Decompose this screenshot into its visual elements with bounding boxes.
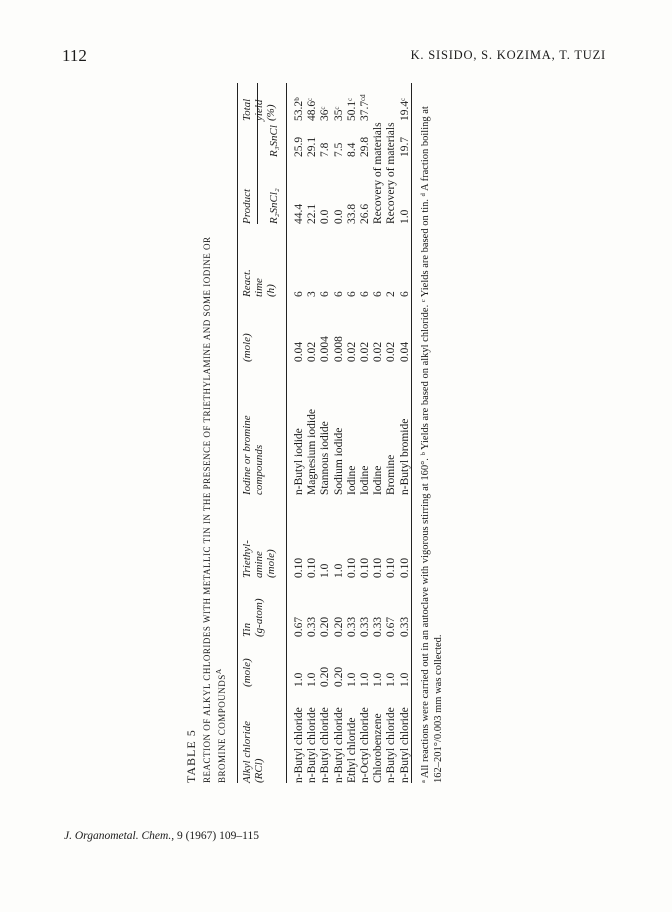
cell-r3: 7.8 [319, 142, 332, 157]
column-reaction-time [293, 291, 412, 297]
header-mole-compound: (mole) [241, 333, 253, 362]
cell-rcl: n-Butyl chloride [398, 707, 411, 783]
cell-r2: 0.0 [332, 209, 345, 224]
column-compound [293, 409, 412, 495]
cell-tin: 0.33 [345, 616, 358, 637]
cell-compound: Magnesium iodide [306, 409, 319, 495]
cell-r3: 7.5 [332, 142, 345, 157]
cell-time: 3 [306, 291, 319, 297]
table-label: TABLE 5 [184, 729, 198, 783]
table-caption [201, 223, 228, 783]
header-tin: Tin (g-atom) [241, 598, 265, 637]
cell-tin: 0.20 [319, 616, 332, 637]
column-total-yield [293, 94, 412, 121]
column-mole-compound [293, 336, 412, 362]
table-footnote: ᵃ All reactions were carried out in an autoclave with vigorous stirring at 160°. ᵇ Yields are based on alkyl chloride. ᶜ Yields are based on tin. ᵈ A fraction boiling at 162–201°/0.003 mm was collected. [420, 106, 444, 783]
cell-time: 6 [332, 291, 345, 297]
cell-cmole: 0.02 [345, 341, 358, 362]
cell-r3: 8.4 [345, 142, 358, 157]
cell-cmole: 0.02 [358, 341, 371, 362]
cell-time: 6 [372, 291, 385, 297]
header-triethylamine: Triethyl- amine (mole) [241, 540, 277, 578]
cell-compound: Bromine [385, 454, 398, 495]
cell-time: 2 [385, 291, 398, 297]
cell-tin: 0.33 [398, 616, 411, 637]
cell-r2: 0.0 [319, 209, 332, 224]
cell-r2: 33.8 [345, 203, 358, 224]
cell-total [372, 94, 385, 121]
cell-total: 37.7ᶜᵈ [358, 94, 371, 121]
cell-amine: 0.10 [345, 557, 358, 578]
header-product: Product [241, 188, 253, 224]
cell-r3: 19.7 [398, 136, 411, 157]
cell-rcl: n-Butyl chloride [385, 707, 398, 783]
cell-total: 35ᶜ [332, 106, 345, 121]
cell-r3: 29.1 [306, 136, 319, 157]
cell-r2: Recovery of materials [372, 122, 385, 224]
caption-footnote-mark: A [214, 668, 223, 675]
cell-mole: 1.0 [398, 672, 411, 687]
header-r3sncl: R₃SnCl [268, 125, 280, 157]
cell-tin: 0.33 [306, 616, 319, 637]
cell-r2: 44.4 [293, 203, 305, 224]
cell-amine: 0.10 [398, 557, 411, 578]
cell-amine: 0.10 [358, 557, 371, 578]
cell-total: 50.1ᶜ [345, 97, 358, 121]
cell-time: 6 [398, 291, 411, 297]
cell-r3: 29.8 [358, 136, 371, 157]
cell-cmole: 0.02 [372, 341, 385, 362]
cell-amine: 0.10 [372, 557, 385, 578]
running-head-authors: K. SISIDO, S. KOZIMA, T. TUZI [410, 48, 606, 62]
cell-time: 6 [345, 291, 358, 297]
header-mole-rcl: (mole) [241, 658, 253, 687]
cell-cmole: 0.004 [319, 336, 332, 362]
cell-mole: 0.20 [319, 666, 332, 687]
cell-compound: Sodium iodide [332, 427, 345, 495]
cell-time: 6 [358, 291, 371, 297]
cell-cmole: 0.02 [306, 341, 319, 362]
cell-cmole: 0.04 [398, 341, 411, 362]
top-rule [237, 83, 238, 783]
cell-rcl: n-Butyl chloride [306, 707, 319, 783]
header-reaction-time: React. time (h) [241, 269, 277, 297]
journal-name: J. Organometal. Chem., [64, 830, 175, 842]
table-5-rotated [185, 83, 605, 783]
cell-compound: n-Butyl iodide [293, 428, 305, 495]
cell-compound: Iodine [358, 465, 371, 495]
caption-text: REACTION OF ALKYL CHLORIDES WITH METALLIC TIN IN THE PRESENCE OF TRIETHYLAMINE AND SOME IODINE OR BROMINE COMPOUNDS [202, 236, 227, 783]
cell-r2: 22.1 [306, 203, 319, 224]
cell-cmole: 0.008 [332, 336, 345, 362]
cell-compound: n-Butyl bromide [398, 418, 411, 495]
cell-rcl: n-Butyl chloride [293, 707, 305, 783]
cell-total: 36ᶜ [319, 106, 332, 121]
cell-compound: Stannous iodide [319, 421, 332, 495]
cell-total: 48.6ᶜ [306, 97, 319, 121]
cell-r2: 26.6 [358, 203, 371, 224]
cell-r3 [372, 137, 385, 157]
cell-tin: 0.67 [293, 616, 305, 637]
cell-cmole: 0.02 [385, 341, 398, 362]
cell-cmole: 0.04 [293, 341, 305, 362]
cell-mole: 1.0 [293, 672, 305, 687]
header-total-yield: Total yield (%) [241, 98, 277, 121]
journal-reference [64, 830, 259, 842]
cell-amine: 0.10 [385, 557, 398, 578]
header-iodine-compounds: Iodine or bromine compounds [241, 415, 265, 495]
cell-mole: 1.0 [372, 672, 385, 687]
column-alkyl-chloride [293, 707, 412, 783]
cell-total: 53.2ᵇ [293, 97, 305, 121]
cell-r2: 1.0 [398, 209, 411, 224]
cell-amine: 1.0 [319, 563, 332, 578]
cell-amine: 0.10 [306, 557, 319, 578]
cell-compound: Iodine [345, 465, 358, 495]
cell-rcl: Chlorobenzene [372, 713, 385, 783]
cell-amine: 1.0 [332, 563, 345, 578]
cell-total: 19.4ᶜ [398, 97, 411, 121]
header-rule [286, 83, 287, 783]
cell-mole: 1.0 [358, 672, 371, 687]
cell-tin: 0.20 [332, 616, 345, 637]
cell-mole: 1.0 [306, 672, 319, 687]
cell-tin: 0.33 [358, 616, 371, 637]
cell-tin: 0.33 [372, 616, 385, 637]
header-alkyl-chloride: Alkyl chloride (RCl) [241, 720, 265, 783]
cell-time: 6 [319, 291, 332, 297]
column-r3sncl [293, 137, 412, 157]
header-r2sncl2: R₂SnCl₂ [268, 188, 280, 224]
cell-tin: 0.67 [385, 616, 398, 637]
cell-rcl: n-Butyl chloride [319, 707, 332, 783]
cell-rcl: n-Octyl chloride [358, 707, 371, 783]
journal-citation: 9 (1967) 109–115 [176, 830, 259, 842]
cell-r2: Recovery of materials [385, 122, 398, 224]
cell-total [385, 94, 398, 121]
cell-time: 6 [293, 291, 305, 297]
cell-rcl: n-Butyl chloride [332, 707, 345, 783]
column-mole-rcl [293, 667, 412, 687]
column-tin [293, 617, 412, 637]
cell-mole: 1.0 [385, 672, 398, 687]
page-number: 112 [62, 46, 87, 65]
cell-mole: 1.0 [345, 672, 358, 687]
cell-amine: 0.10 [293, 557, 305, 578]
cell-r3 [385, 137, 398, 157]
cell-mole: 0.20 [332, 666, 345, 687]
cell-rcl: Ethyl chloride [345, 717, 358, 783]
cell-r3: 25.9 [293, 136, 305, 157]
column-triethylamine [293, 558, 412, 578]
cell-compound: Iodine [372, 465, 385, 495]
